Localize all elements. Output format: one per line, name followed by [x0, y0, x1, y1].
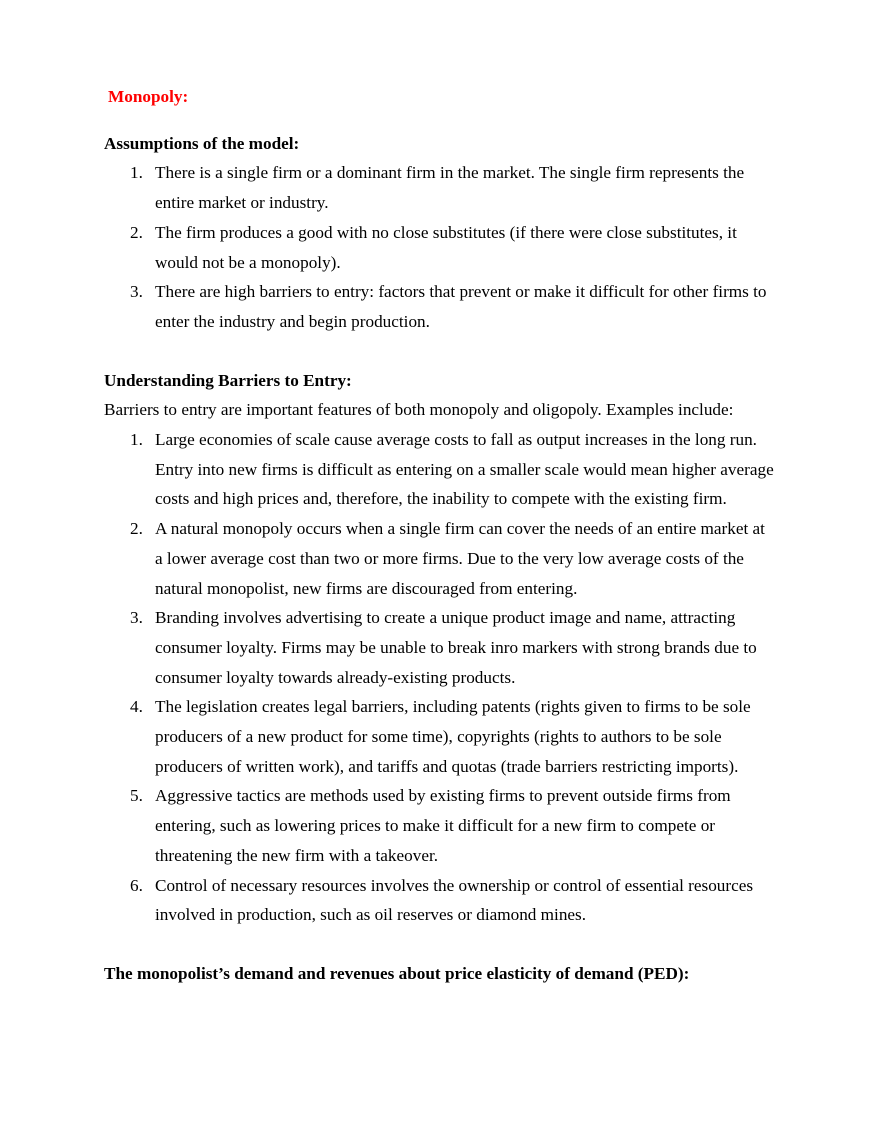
text-line: threatening the new firm with a takeover.: [155, 845, 439, 865]
text-line: Entry into new firms is difficult as entering on a smaller scale would mean higher average: [155, 459, 774, 479]
list-item: [104, 781, 780, 870]
text-line: enter the industry and begin production.: [155, 311, 430, 331]
list-item: [104, 871, 780, 930]
text-line: consumer loyalty towards already-existing products.: [155, 667, 516, 687]
list-number: 1.: [130, 430, 143, 450]
text-line: Aggressive tactics are methods used by existing firms to prevent outside firms from: [155, 786, 731, 806]
list-item: [104, 603, 780, 692]
list-number: 5.: [130, 786, 143, 806]
text-line: There are high barriers to entry: factors that prevent or make it difficult for other firms to: [155, 282, 767, 302]
text-line: Control of necessary resources involves the ownership or control of essential resources: [155, 875, 754, 895]
text-line: A natural monopoly occurs when a single firm can cover the needs of an entire market at: [155, 519, 765, 539]
text-line: The firm produces a good with no close substitutes (if there were close substitutes, it: [155, 222, 737, 242]
list-item: [104, 514, 780, 603]
document-content: [104, 129, 780, 989]
ordered-list: [104, 425, 780, 930]
text-line: There is a single firm or a dominant firm in the market. The single firm represents the: [155, 163, 745, 183]
section-heading: Assumptions of the model:: [104, 133, 300, 153]
text-line: entering, such as lowering prices to make it difficult for a new firm to compete or: [155, 816, 716, 836]
list-number: 2.: [130, 519, 143, 539]
list-item: [104, 158, 780, 217]
text-line: natural monopolist, new firms are discouraged from entering.: [155, 578, 578, 598]
document-title: Monopoly:: [108, 87, 189, 106]
list-item: [104, 425, 780, 514]
text-line: entire market or industry.: [155, 193, 329, 213]
list-number: 2.: [130, 222, 143, 242]
list-item: [104, 692, 780, 781]
list-number: 1.: [130, 163, 143, 183]
paragraph: Barriers to entry are important features of both monopoly and oligopoly. Examples include:: [104, 400, 734, 420]
text-line: involved in production, such as oil reserves or diamond mines.: [155, 905, 587, 925]
text-line: The legislation creates legal barriers, including patents (rights given to firms to be sole: [155, 697, 751, 717]
list-number: 4.: [130, 697, 143, 717]
text-line: Branding involves advertising to create a unique product image and name, attracting: [155, 608, 736, 628]
text-line: consumer loyalty. Firms may be unable to break inro markers with strong brands due to: [155, 637, 757, 657]
list-number: 3.: [130, 608, 143, 628]
list-item: [104, 277, 780, 336]
text-line: costs and high prices and, therefore, the inability to compete with the existing firm.: [155, 489, 727, 509]
ordered-list: [104, 158, 780, 336]
section-heading: The monopolist’s demand and revenues about price elasticity of demand (PED):: [104, 963, 690, 983]
text-line: Large economies of scale cause average costs to fall as output increases in the long run.: [155, 430, 757, 450]
section-heading: Understanding Barriers to Entry:: [104, 370, 352, 390]
list-number: 6.: [130, 875, 143, 895]
text-line: producers of written work), and tariffs and quotas (trade barriers restricting imports).: [155, 756, 739, 776]
list-number: 3.: [130, 282, 143, 302]
text-line: would not be a monopoly).: [155, 252, 341, 272]
list-item: [104, 218, 780, 277]
text-line: producers of a new product for some time), copyrights (rights to authors to be sole: [155, 727, 722, 747]
text-line: a lower average cost than two or more firms. Due to the very low average costs of the: [155, 548, 744, 568]
